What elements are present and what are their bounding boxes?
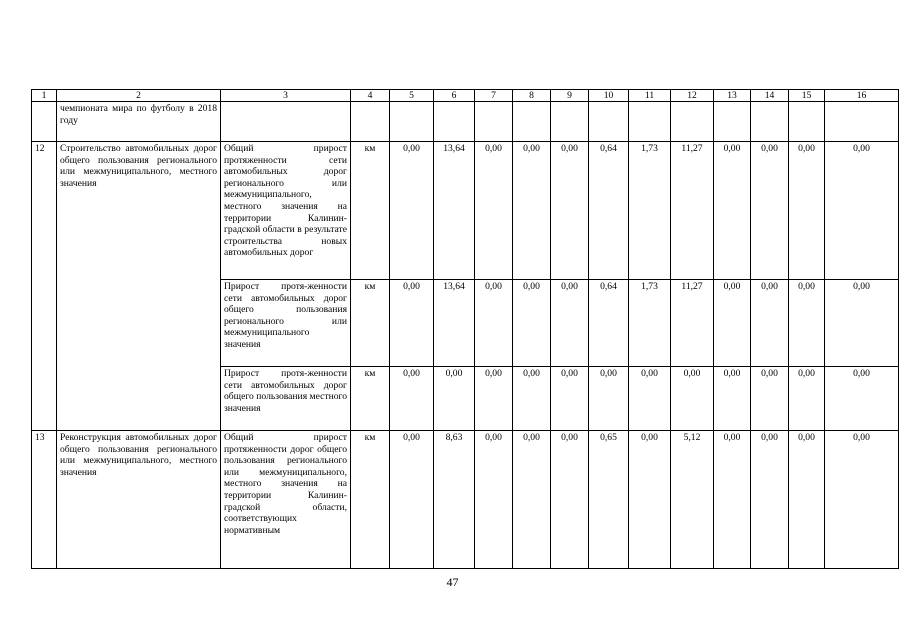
- value-cell: 13,64: [434, 142, 475, 280]
- value-cell: 0,00: [390, 431, 434, 569]
- value-cell: 0,00: [714, 142, 751, 280]
- value-cell: 0,00: [589, 367, 629, 431]
- row-index: 12: [32, 142, 57, 431]
- value-cell: 0,00: [714, 431, 751, 569]
- value-cell: 0,00: [513, 142, 551, 280]
- empty-cell: [32, 102, 57, 142]
- header-cell: 13: [714, 90, 751, 102]
- header-cell: 1: [32, 90, 57, 102]
- value-cell: 0,00: [671, 367, 714, 431]
- value-cell: 0,00: [825, 142, 899, 280]
- value-cell: 0,00: [475, 367, 513, 431]
- empty-cell: [351, 102, 390, 142]
- unit-cell: км: [351, 367, 390, 431]
- empty-cell: [629, 102, 671, 142]
- value-cell: 0,00: [475, 431, 513, 569]
- row-index: 13: [32, 431, 57, 569]
- table-row: [32, 431, 899, 569]
- header-cell: 9: [551, 90, 589, 102]
- value-cell: 11,27: [671, 280, 714, 367]
- value-cell: 0,00: [789, 280, 825, 367]
- value-cell: 0,00: [714, 280, 751, 367]
- value-cell: 0,00: [513, 367, 551, 431]
- continuation-row: [32, 102, 899, 142]
- value-cell: 0,00: [434, 367, 475, 431]
- value-cell: 0,00: [551, 142, 589, 280]
- empty-cell: [434, 102, 475, 142]
- unit-cell: км: [351, 142, 390, 280]
- value-cell: 13,64: [434, 280, 475, 367]
- value-cell: 0,00: [751, 367, 789, 431]
- empty-cell: [551, 102, 589, 142]
- empty-cell: [789, 102, 825, 142]
- value-cell: 0,00: [390, 280, 434, 367]
- measure-name: Строительство автомобильных дорог общего пользования регионального или межмуниципального, местного значения: [57, 142, 221, 431]
- header-cell: 2: [57, 90, 221, 102]
- header-cell: 15: [789, 90, 825, 102]
- value-cell: 0,64: [589, 142, 629, 280]
- empty-cell: [825, 102, 899, 142]
- value-cell: 0,00: [551, 280, 589, 367]
- measure-name: Реконструкция автомобильных дорог общего пользования регионального или межмуниципального, местного значения: [57, 431, 221, 569]
- value-cell: 0,00: [825, 367, 899, 431]
- value-cell: 0,65: [589, 431, 629, 569]
- value-cell: 11,27: [671, 142, 714, 280]
- value-cell: 5,12: [671, 431, 714, 569]
- indicator-name: Прирост протя-женности сети автомобильных дорог общего пользования регионального или межмуниципального значения: [221, 280, 351, 367]
- value-cell: 0,00: [390, 367, 434, 431]
- indicator-name: Общий прирост протяженности сети автомобильных дорог регионального или межмуниципального, местного значения на территории Калинин-градской области в результате строительства новых автомобильных дорог: [221, 142, 351, 280]
- value-cell: 0,64: [589, 280, 629, 367]
- value-cell: 0,00: [475, 142, 513, 280]
- header-cell: 14: [751, 90, 789, 102]
- value-cell: 0,00: [513, 431, 551, 569]
- header-row: [32, 90, 899, 102]
- empty-cell: [221, 102, 351, 142]
- value-cell: 8,63: [434, 431, 475, 569]
- indicator-name: Прирост протя-женности сети автомобильных дорог общего пользования местного значения: [221, 367, 351, 431]
- page-number: 47: [446, 575, 459, 589]
- empty-cell: [671, 102, 714, 142]
- header-cell: 12: [671, 90, 714, 102]
- unit-cell: км: [351, 280, 390, 367]
- value-cell: 0,00: [629, 367, 671, 431]
- value-cell: 0,00: [551, 431, 589, 569]
- header-cell: 5: [390, 90, 434, 102]
- value-cell: 0,00: [789, 367, 825, 431]
- header-cell: 7: [475, 90, 513, 102]
- header-cell: 11: [629, 90, 671, 102]
- table-row: [32, 142, 899, 280]
- header-cell: 10: [589, 90, 629, 102]
- program-name-cell: чемпионата мира по футболу в 2018 году: [57, 102, 221, 142]
- empty-cell: [714, 102, 751, 142]
- value-cell: 1,73: [629, 142, 671, 280]
- value-cell: 0,00: [789, 142, 825, 280]
- value-cell: 0,00: [789, 431, 825, 569]
- header-cell: 3: [221, 90, 351, 102]
- empty-cell: [475, 102, 513, 142]
- header-cell: 8: [513, 90, 551, 102]
- empty-cell: [751, 102, 789, 142]
- unit-cell: км: [351, 431, 390, 569]
- value-cell: 0,00: [714, 367, 751, 431]
- value-cell: 0,00: [629, 431, 671, 569]
- value-cell: 0,00: [475, 280, 513, 367]
- header-cell: 4: [351, 90, 390, 102]
- value-cell: 0,00: [390, 142, 434, 280]
- value-cell: 0,00: [751, 280, 789, 367]
- value-cell: 0,00: [551, 367, 589, 431]
- value-cell: 1,73: [629, 280, 671, 367]
- value-cell: 0,00: [751, 431, 789, 569]
- empty-cell: [513, 102, 551, 142]
- empty-cell: [390, 102, 434, 142]
- indicator-name: Общий прирост протяженности дорог общего пользования регионального или межмуниципального, местного значения на территории Калинин-градской области, соответствующих нормативным: [221, 431, 351, 569]
- value-cell: 0,00: [825, 431, 899, 569]
- value-cell: 0,00: [825, 280, 899, 367]
- empty-cell: [589, 102, 629, 142]
- value-cell: 0,00: [513, 280, 551, 367]
- header-cell: 6: [434, 90, 475, 102]
- header-cell: 16: [825, 90, 899, 102]
- data-table: [31, 89, 899, 569]
- value-cell: 0,00: [751, 142, 789, 280]
